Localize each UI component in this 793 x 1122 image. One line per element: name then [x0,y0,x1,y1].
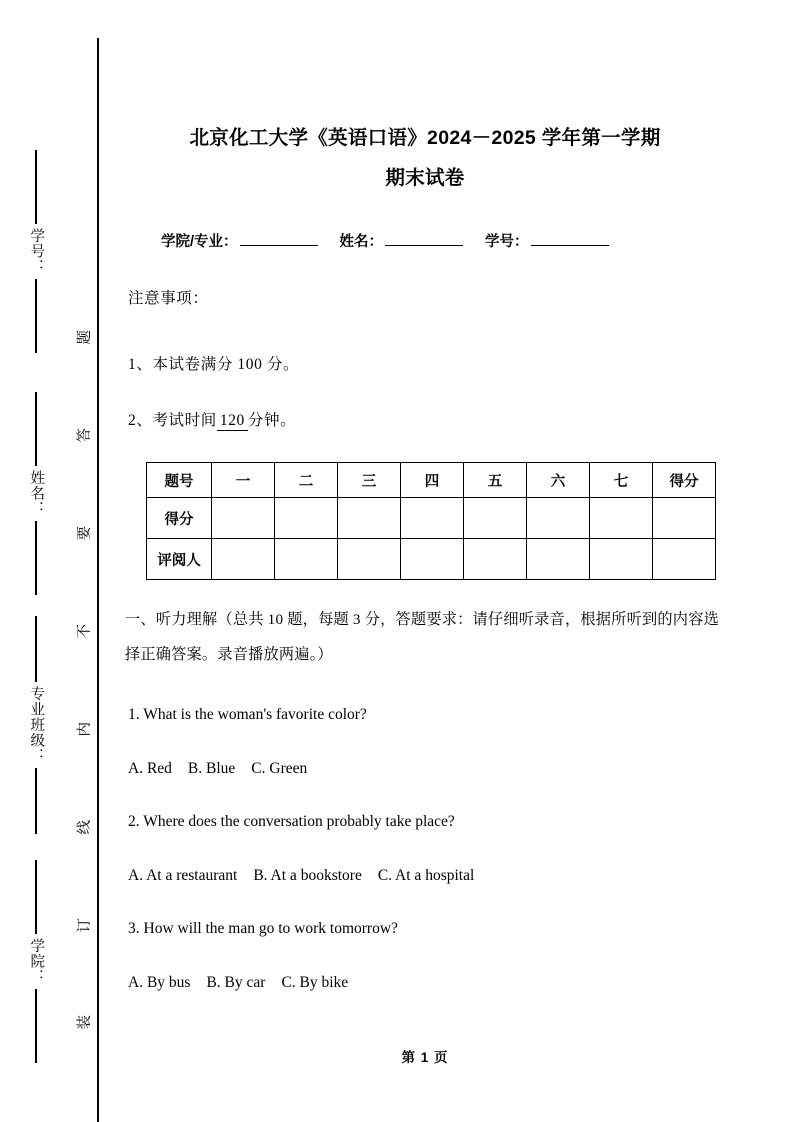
seal-field-label: 学院： [28,938,45,985]
seal-rule-bottom-1 [35,279,36,353]
seal-field-label: 专业班级： [28,686,45,764]
seal-rule-top-2 [35,392,36,466]
notice-item-1: 1、本试卷满分 100 分。 [128,356,300,373]
score-cell[interactable] [590,498,653,539]
score-table-header-cell: 二 [275,463,338,498]
page-title [128,118,722,198]
seal-rule-bottom-3 [35,768,36,834]
reviewer-cell[interactable] [464,539,527,580]
question-1-options [128,760,323,778]
notice-item-2-prefix: 2、考试时间 [128,412,217,429]
table-row [147,498,716,539]
seal-field-label: 姓名： [28,470,45,517]
notice-item-2-suffix: 分钟。 [247,412,297,429]
name-blank[interactable] [385,232,463,246]
score-cell[interactable] [401,498,464,539]
reviewer-cell[interactable] [275,539,338,580]
seal-rule-top-4 [35,860,36,934]
seal-field-label: 学号： [28,228,45,275]
seal-notice-char: 内 [76,721,93,737]
student-id-label: 学号： [485,234,529,250]
student-info-line [161,230,721,251]
score-table-header-cell: 一 [212,463,275,498]
seal-notice-char: 装 [76,1015,93,1030]
exam-title-line-1: 北京化工大学《英语口语》2024－2025 学年第一学期 [189,127,661,149]
score-row-label: 评阅人 [147,539,212,580]
score-cell[interactable] [275,498,338,539]
seal-notice-char: 不 [76,623,93,639]
seal-rule-bottom-4 [35,989,36,1063]
score-table-header-cell: 四 [401,463,464,498]
score-row-label: 得分 [147,498,212,539]
question-2-options [128,867,490,885]
score-cell[interactable] [464,498,527,539]
question-3-text: 3. How will the man go to work tomorrow? [128,920,398,937]
seal-notice-char: 答 [76,427,93,443]
score-cell[interactable] [527,498,590,539]
seal-rule-bottom-2 [35,521,36,595]
score-table [146,462,716,580]
student-id-blank[interactable] [531,232,609,246]
exam-title-line-2: 期末试卷 [385,167,465,189]
option-c[interactable]: C. By bike [281,974,349,991]
question-1-text: 1. What is the woman's favorite color? [128,706,367,723]
option-c[interactable]: C. Green [251,760,308,777]
exam-paper-body [125,0,725,1122]
option-a[interactable]: A. At a restaurant [128,867,238,884]
college-major-blank[interactable] [240,232,318,246]
seal-line-margin [0,0,98,1122]
option-c[interactable]: C. At a hospital [377,867,475,884]
college-major-label: 学院/专业： [161,234,238,250]
table-row-header [147,463,716,498]
notice-item-2 [128,408,296,431]
reviewer-cell[interactable] [527,539,590,580]
seal-notice-char: 订 [76,917,93,933]
option-b[interactable]: B. Blue [187,760,236,777]
score-cell[interactable] [212,498,275,539]
seal-notice-char: 题 [76,330,93,345]
seal-student-fields [0,150,72,1090]
option-b[interactable]: B. At a bookstore [253,867,362,884]
reviewer-cell[interactable] [653,539,716,580]
seal-inner-notice [72,330,98,1030]
score-cell[interactable] [653,498,716,539]
table-row [147,539,716,580]
seal-rule-top-3 [35,616,36,682]
exam-duration-value: 120 [217,412,248,431]
score-table-header-cell: 六 [527,463,590,498]
seal-notice-char: 线 [76,819,93,835]
seal-field-class [0,616,72,834]
question-3-options [128,974,364,992]
option-b[interactable]: B. By car [206,974,266,991]
score-table-header-cell: 得分 [653,463,716,498]
seal-field-name [0,392,72,595]
score-table-header-cell: 三 [338,463,401,498]
section-1-heading: 一、听力理解（总共 10 题，每题 3 分，答题要求：请仔细听录音，根据所听到的内容选择正确答案。录音播放两遍。） [125,611,719,663]
notice-heading: 注意事项： [128,290,209,307]
score-table-header-cell: 七 [590,463,653,498]
question-2-text: 2. Where does the conversation probably take place? [128,813,455,830]
score-table-header-cell: 题号 [147,463,212,498]
option-a[interactable]: A. By bus [128,974,191,991]
reviewer-cell[interactable] [401,539,464,580]
seal-field-student-id [0,150,72,353]
page-number-footer: 第 1 页 [401,1050,449,1065]
score-table-header-cell: 五 [464,463,527,498]
seal-field-college [0,860,72,1063]
reviewer-cell[interactable] [212,539,275,580]
option-a[interactable]: A. Red [128,760,172,777]
score-cell[interactable] [338,498,401,539]
reviewer-cell[interactable] [338,539,401,580]
name-label: 姓名： [339,234,384,250]
reviewer-cell[interactable] [590,539,653,580]
seal-rule-top-1 [35,150,36,224]
seal-notice-char: 要 [76,525,93,541]
